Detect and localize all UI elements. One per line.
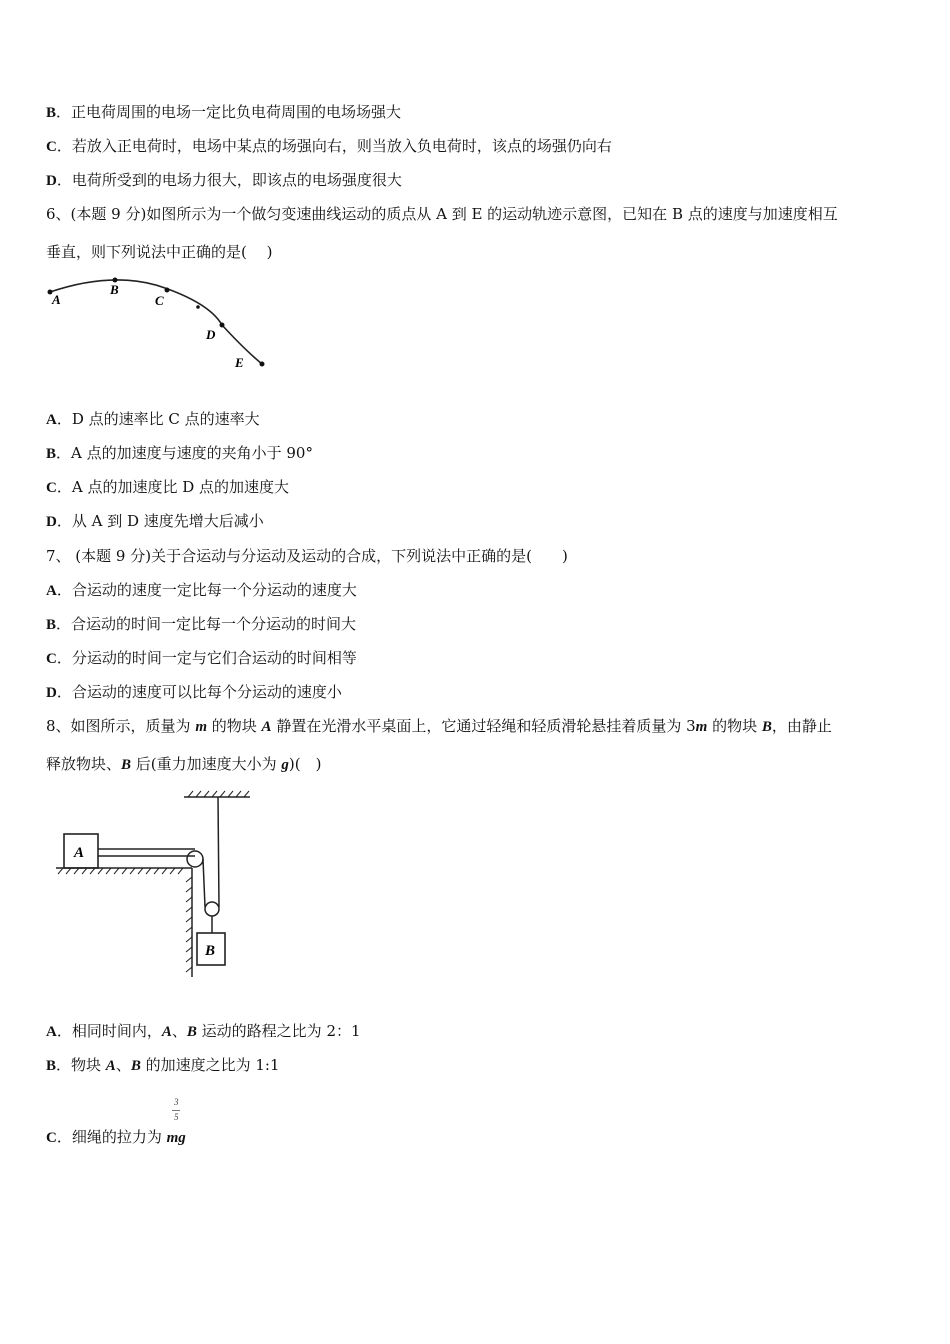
movable-pulley bbox=[205, 902, 219, 916]
q5-option-c: C．若放入正电荷时，电场中某点的场强向右，则当放入负电荷时，该点的场强仍向右 bbox=[46, 137, 612, 155]
q7-option-b: B．合运动的时间一定比每一个分运动的时间大 bbox=[46, 615, 357, 633]
label-d: D bbox=[206, 327, 216, 342]
rope-right-up bbox=[218, 797, 219, 907]
point-d bbox=[220, 323, 225, 328]
table-hatch bbox=[58, 868, 183, 874]
point-mid bbox=[196, 305, 200, 309]
q6-option-d: D．从 A 到 D 速度先增大后减小 bbox=[46, 512, 264, 530]
fraction-numerator: 3 bbox=[174, 1097, 179, 1107]
q7-option-a: A．合运动的速度一定比每一个分运动的速度大 bbox=[46, 581, 357, 599]
q6-stem-line2: 垂直，则下列说法中正确的是( ) bbox=[46, 243, 273, 261]
label-b: B bbox=[110, 282, 119, 297]
label-a: A bbox=[52, 292, 61, 307]
q7-stem: 7、 (本题 9 分)关于合运动与分运动及运动的合成，下列说法中正确的是( ) bbox=[46, 547, 568, 565]
q5-option-d: D．电荷所受到的电场力很大，即该点的电场强度很大 bbox=[46, 171, 402, 189]
fraction-denominator: 5 bbox=[174, 1112, 179, 1122]
rope-left-down bbox=[203, 859, 205, 907]
q6-option-c: C．A 点的加速度比 D 点的加速度大 bbox=[46, 478, 290, 496]
q8-stem-line1: 8、如图所示，质量为 m 的物块 A 静置在光滑水平桌面上，它通过轻绳和轻质滑轮悬挂着质量为 3m 的物块 B，由静止 bbox=[46, 717, 832, 735]
q5-option-b: B．正电荷周围的电场一定比负电荷周围的电场场强大 bbox=[46, 103, 402, 121]
label-e: E bbox=[235, 355, 244, 370]
point-c bbox=[165, 288, 170, 293]
q6-option-b: B．A 点的加速度与速度的夹角小于 90° bbox=[46, 444, 313, 462]
ceiling-hatch bbox=[188, 791, 249, 797]
q7-option-d: D．合运动的速度可以比每个分运动的速度小 bbox=[46, 683, 342, 701]
q8-option-b: B．物块 A、B 的加速度之比为 1:1 bbox=[46, 1056, 280, 1074]
trajectory-figure bbox=[40, 270, 280, 380]
point-e bbox=[260, 362, 265, 367]
q8-option-a: A．相同时间内，A、B 运动的路程之比为 2：1 bbox=[46, 1022, 361, 1040]
q6-option-a: A．D 点的速率比 C 点的速率大 bbox=[46, 410, 260, 428]
q8-stem-line2: 释放物块、B 后(重力加速度大小为 g)( ) bbox=[46, 755, 322, 773]
label-c: C bbox=[155, 293, 164, 308]
fraction-bar bbox=[172, 1110, 180, 1111]
block-a-label: A bbox=[74, 845, 85, 861]
block-b-label: B bbox=[205, 943, 216, 959]
corner-pulley bbox=[187, 851, 203, 867]
q7-option-c: C．分运动的时间一定与它们合运动的时间相等 bbox=[46, 649, 357, 667]
pulley-figure bbox=[50, 785, 270, 985]
wall-hatch bbox=[186, 877, 192, 972]
q8-option-c: C．细绳的拉力为 mg bbox=[46, 1128, 186, 1146]
q6-stem-line1: 6、(本题 9 分)如图所示为一个做匀变速曲线运动的质点从 A 到 E 的运动轨迹示意图，已知在 B 点的速度与加速度相互 bbox=[46, 205, 838, 223]
